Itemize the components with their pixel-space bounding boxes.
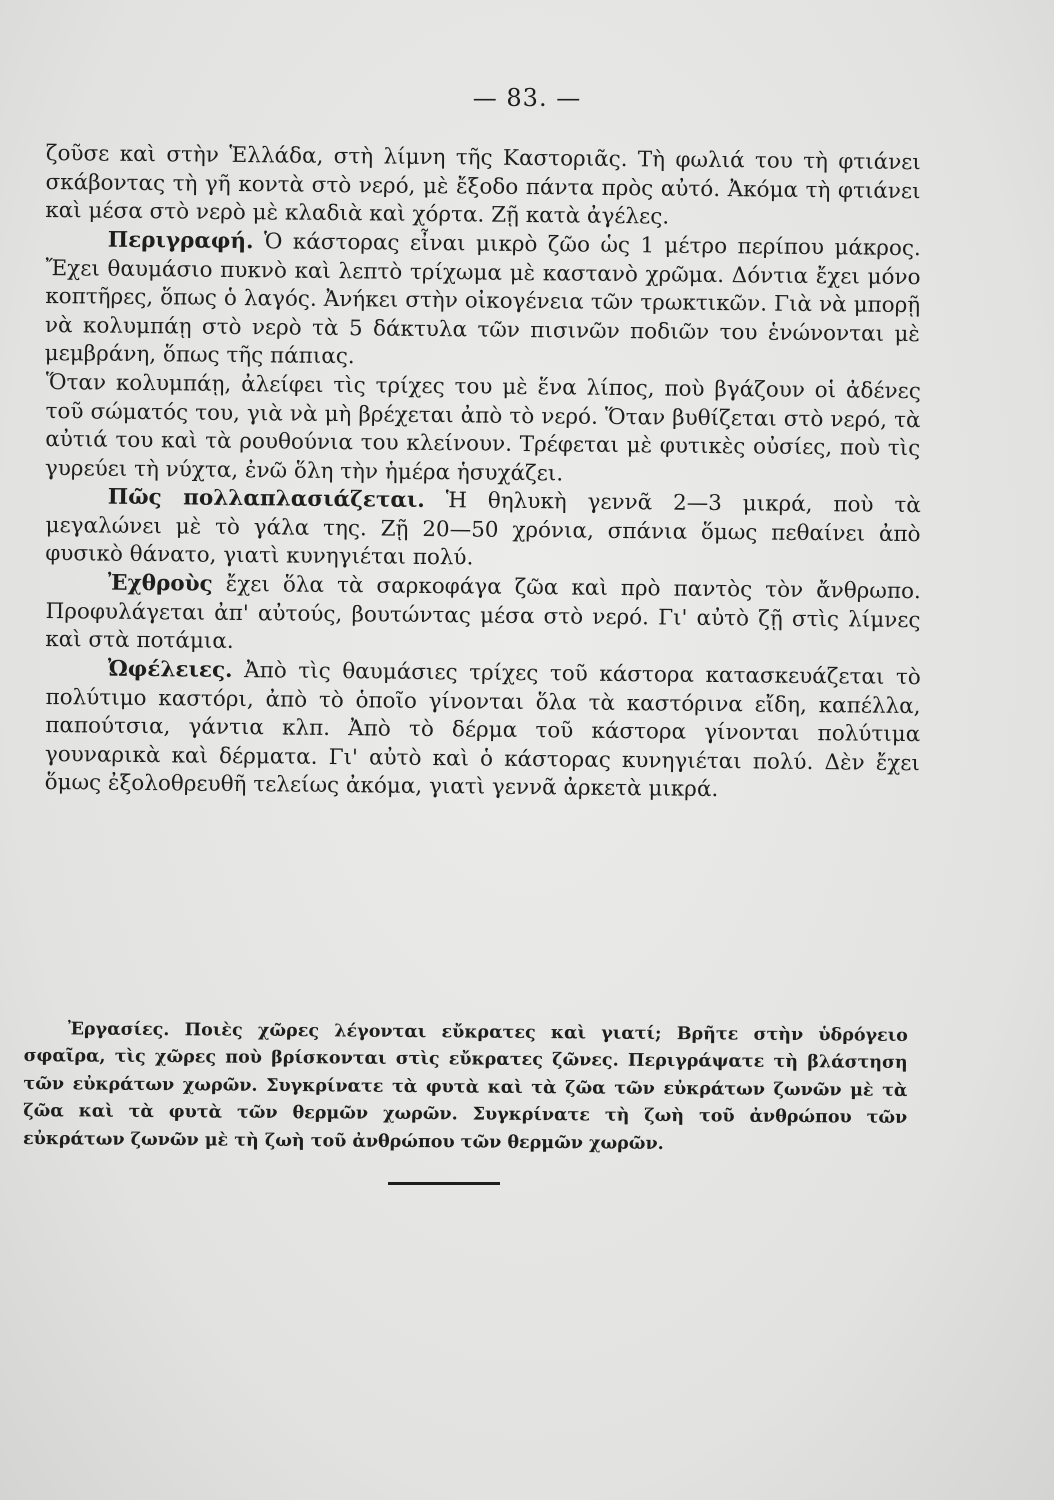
paragraph-description [45,226,921,378]
section-heading-reproduction: Πῶς πολλαπλασιάζεται. [107,484,425,514]
exercises-heading: Ἐργασίες. [67,1019,170,1041]
section-heading-enemies: Ἐχθροὺς [107,570,213,597]
section-heading-description: Περιγραφή. [107,227,254,254]
paragraph-reproduction [45,483,921,578]
paragraph-benefits [45,655,921,807]
end-rule [388,1182,500,1185]
exercises-text: Ποιὲς χῶρες λέγονται εὔκρατες καὶ γιατί; Βρῆτε στὴν ὑδρόγειο σφαῖρα, τὶς χῶρες ποὺ βρίσκονται στὶς εὔκρατες ζῶνες. Περιγράψατε τὴ βλάστηση τῶν εὐκράτων χωρῶν. Συγκρίνατε τὰ φυτὰ καὶ τὰ ζῶα τῶν εὐκράτων ζωνῶν μὲ τὰ ζῶα καὶ τὰ φυτὰ τῶν θερμῶν χωρῶν. Συγκρίνατε τὴ ζωὴ τοῦ ἀνθρώπου τῶν εὐκράτων ζωνῶν μὲ τὴ ζωὴ τοῦ ἀνθρώπου τῶν θερμῶν χωρῶν. [22,1020,908,1154]
paragraph-swimming [45,369,921,493]
paragraph-text: Ἡ θηλυκὴ γεννᾶ 2—3 μικρά, ποὺ τὰ μεγαλώνει μὲ τὸ γάλα της. Ζῇ 20—50 χρόνια, σπάνια ὅμως πεθαίνει ἀπὸ φυσικὸ θάνατο, γιατὶ κυνηγιέται πολύ. [45,488,921,571]
exercises-paragraph [23,1016,908,1160]
paragraph-text: ἔχει ὅλα τὰ σαρκοφάγα ζῶα καὶ πρὸ παντὸς τὸν ἄνθρωπο. Προφυλάγεται ἀπ' αὐτούς, βουτώντας μέσα στὸ νερό. Γι' αὐτὸ ζῇ στὶς λίμνες καὶ στὰ ποτάμια. [45,571,921,655]
paragraph-text: Ἀπὸ τὶς θαυμάσιες τρίχες τοῦ κάστορα κατασκευάζεται τὸ πολύτιμο καστόρι, ἀπὸ τὸ ὁποῖο γίνονται ὅλα τὰ καστόρινα εἴδη, καπέλλα, παπούτσια, γάντια κλπ. Ἀπὸ τὸ δέρμα τοῦ κάστορα γίνονται πολύτιμα γουναρικὰ καὶ δέρματα. Γι' αὐτὸ καὶ ὁ κάστορας κυνηγιέται πολύ. Δὲν ἔχει ὅμως ἐξολοθρευθῆ τελείως ἀκόμα, γιατὶ γεννᾶ ἀρκετὰ μικρά. [44,657,921,803]
paragraph-enemies [45,569,921,664]
page-number: — 83. — [472,84,582,112]
body-text [44,140,921,803]
paragraph-habitat [45,140,921,235]
section-heading-benefits: Ὠφέλειες. [107,656,233,683]
paragraph-text: ζοῦσε καὶ στὴν Ἑλλάδα, στὴ λίμνη τῆς Καστοριᾶς. Τὴ φωλιά του τὴ φτιάνει σκάβοντας τὴ γῆ κοντὰ στὸ νερό, μὲ ἔξοδο πάντα πρὸς αὐτό. Ἀκόμα τὴ φτιάνει καὶ μέσα στὸ νερὸ μὲ κλαδιὰ καὶ χόρτα. Ζῇ κατὰ ἀγέλες. [45,140,921,230]
paragraph-text: Ὁ κάστορας εἶναι μικρὸ ζῶο ὡς 1 μέτρο περίπου μάκρος. Ἔχει θαυμάσιο πυκνὸ καὶ λεπτὸ τρίχωμα μὲ καστανὸ χρῶμα. Δόντια ἔχει μόνο κοπτῆρες, ὅπως ὁ λαγός. Ἀνήκει στὴν οἰκογένεια τῶν τρωκτικῶν. Γιὰ νὰ μπορῇ νὰ κολυμπάῃ στὸ νερὸ τὰ 5 δάκτυλα τῶν πισινῶν ποδιῶν του ἑνώνονται μὲ μεμβράνη, ὅπως τῆς πάπιας. [44,229,921,370]
paragraph-text: Ὅταν κολυμπάῃ, ἀλείφει τὶς τρίχες του μὲ ἕνα λίπος, ποὺ βγάζουν οἱ ἀδένες τοῦ σώματός του, γιὰ νὰ μὴ βρέχεται ἀπὸ τὸ νερό. Ὅταν βυθίζεται στὸ νερό, τὰ αὐτιά του καὶ τὰ ρουθούνια του κλείνουν. Τρέφεται μὲ φυτικὲς οὐσίες, ποὺ τὶς γυρεύει τὴ νύχτα, ἐνῶ ὅλη τὴν ἡμέρα ἡσυχάζει. [44,369,921,486]
exercises-block [24,1016,908,1153]
